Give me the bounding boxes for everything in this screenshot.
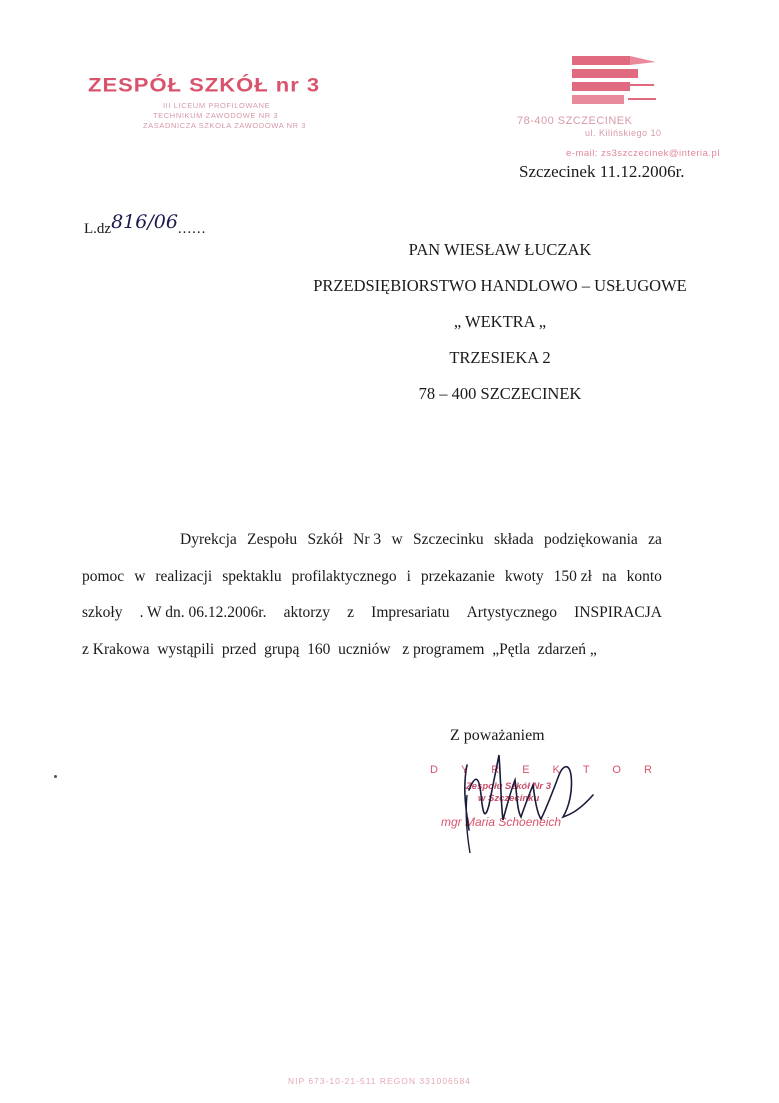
word: Szkół (307, 531, 343, 548)
reference-handwritten: 816/06 (111, 211, 178, 233)
word: przekazanie (420, 567, 495, 585)
body-line-4-text: z Krakowa wystąpili przed grupą 160 uczniów z programem „Pętla zdarzeń „ (82, 640, 597, 658)
school-email: e-mail: zs3szczecinek@interia.pl (566, 148, 720, 159)
recipient-line: PAN WIESŁAW ŁUCZAK (408, 240, 592, 259)
word: spektaklu (222, 567, 282, 585)
word: Artystycznego (466, 604, 557, 621)
school-address-2: ul. Kilińskiego 10 (585, 128, 662, 138)
school-emblem-icon (570, 52, 670, 112)
word: Zespołu (247, 531, 298, 548)
word: na (601, 567, 617, 585)
reference-dots: ...... (177, 221, 207, 237)
reference-number (84, 211, 207, 238)
word: realizacji (155, 567, 213, 585)
school-sub-line-1: III LICEUM PROFILOWANE (163, 101, 271, 110)
recipient-line: PRZEDSIĘBIORSTWO HANDLOWO – USŁUGOWE (313, 276, 687, 295)
closing-salutation: Z poważaniem (450, 727, 545, 744)
word: profilaktycznego (291, 567, 397, 585)
recipient-line: „ WEKTRA „ (453, 312, 547, 331)
school-sub-line-2: TECHNIKUM ZAWODOWE NR 3 (153, 111, 279, 120)
word: . W dn. 06.12.2006r. (139, 604, 267, 621)
body-line-4 (82, 632, 662, 669)
word: Dyrekcja (180, 531, 237, 548)
word: i (406, 567, 411, 585)
word: aktorzy (283, 604, 331, 621)
word: za (648, 531, 662, 548)
word: szkoły (82, 604, 123, 621)
word: podziękowania (543, 531, 638, 548)
reference-prefix: L.dz (84, 221, 112, 237)
stamp-name: mgr Maria Schoeneich (441, 815, 562, 829)
body-line-2 (82, 559, 662, 596)
stamp-line-2: w Szczecinku (478, 793, 540, 804)
handwritten-signature-icon (445, 735, 615, 855)
school-name-logo: ZESPÓŁ SZKÓŁ nr 3 (88, 73, 321, 96)
word: w (391, 531, 403, 548)
stamp-title: DYREKTOR (430, 764, 675, 776)
recipient-line: TRZESIEKA 2 (449, 348, 551, 367)
school-sub-line-3: ZASADNICZA SZKOŁA ZAWODOWA NR 3 (143, 121, 307, 130)
word: konto (626, 567, 662, 585)
body-line-3 (82, 595, 662, 632)
letter-date: Szczecinek 11.12.2006r. (519, 162, 685, 181)
body-line-1 (82, 522, 662, 559)
scan-speck (54, 775, 57, 778)
letter-body (82, 522, 662, 668)
recipient-line: 78 – 400 SZCZECINEK (418, 384, 582, 403)
word: kwoty (504, 567, 544, 585)
word: 150 zł (553, 567, 592, 585)
school-address-1: 78-400 SZCZECINEK (517, 115, 633, 127)
word: Szczecinku (413, 531, 484, 548)
stamp-line-1: Zespołu Szkół Nr 3 (466, 781, 551, 792)
word: składa (493, 531, 534, 548)
recipient-block (310, 232, 690, 412)
word: Nr 3 (353, 531, 382, 548)
word: w (134, 567, 146, 585)
word: INSPIRACJA (574, 604, 662, 621)
word: Impresariatu (371, 604, 450, 621)
word: z (347, 604, 355, 621)
footer-tax-ids: NIP 673-10-21-511 REGON 331006584 (288, 1076, 471, 1086)
word: pomoc (82, 567, 125, 585)
